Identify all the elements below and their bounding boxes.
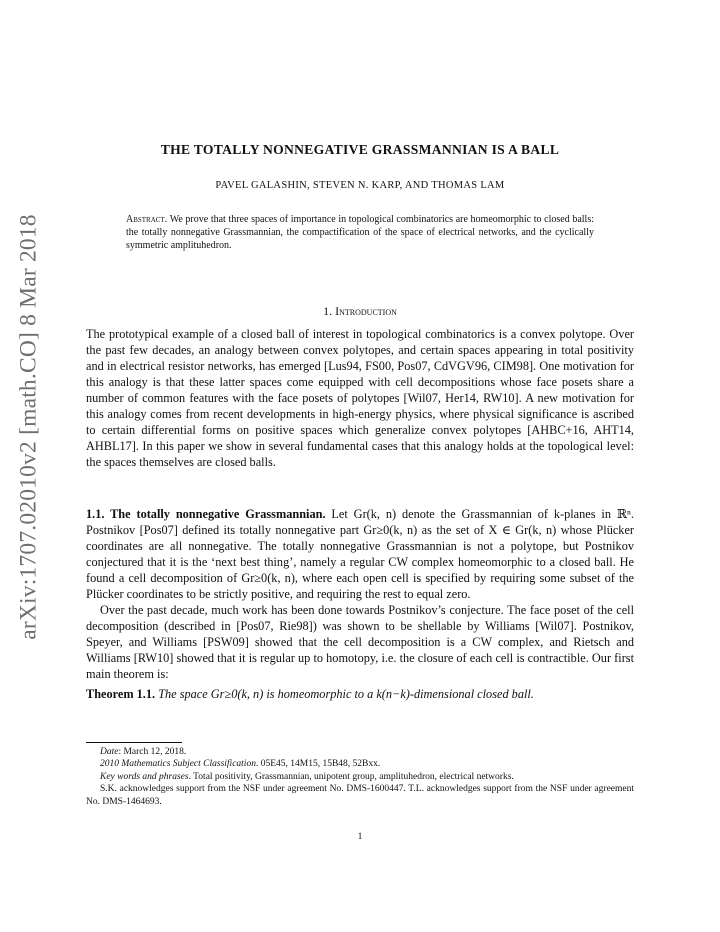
footnote-date-text: : March 12, 2018. xyxy=(118,747,187,757)
footnote-msc xyxy=(86,758,634,770)
subsection-paragraph xyxy=(86,506,634,602)
footnote-keywords xyxy=(86,771,634,783)
intro-paragraph: The prototypical example of a closed ball of interest in topological combinatorics is a convex polytope. Over the past few decades, an analogy between convex polytopes, and certain spaces appearing in total positivity and in electrical resistor networks, has emerged [Lus94, FS00, Pos07, CdVGV96, CIM98]. One motivation for this analogy is that these latter spaces come equipped with cell decompositions whose face posets share a number of common features with the face posets of polytopes [Wil07, Her14, RW10]. A new motivation for this analogy comes from recent developments in high-energy physics, where physical significance is ascribed to certain differential forms on positive spaces which generalize convex polytopes [AHBC+16, AHT14, AHBL17]. In this paper we show in several fundamental cases that this analogy holds at the topological level: the spaces themselves are closed balls. xyxy=(86,327,634,469)
theorem-label: Theorem 1.1. xyxy=(86,687,156,701)
theorem xyxy=(86,686,634,702)
section-number: 1. xyxy=(323,304,333,318)
theorem-statement: The space Gr≥0(k, n) is homeomorphic to a k(n−k)-dimensional closed ball. xyxy=(158,687,534,701)
footnote-rule xyxy=(86,742,182,743)
footnote-date xyxy=(86,746,634,758)
paper-title: THE TOTALLY NONNEGATIVE GRASSMANNIAN IS A BALL xyxy=(160,142,560,157)
abstract-text: We prove that three spaces of importance in topological combinatorics are homeomorphic to closed balls: the totally nonnegative Grassmannian, the compactification of the space of electrical networks, and the cyclically symmetric amplituhedron. xyxy=(126,214,594,251)
footnote-acknowledgment: S.K. acknowledges support from the NSF under agreement No. DMS-1600447. T.L. acknowledges support from the NSF under agreement No. DMS-1464693. xyxy=(86,784,634,807)
abstract-label: Abstract. xyxy=(126,214,168,225)
footnote-keywords-text: . Total positivity, Grassmannian, unipotent group, amplituhedron, electrical networks. xyxy=(188,771,514,782)
footnotes xyxy=(86,746,634,808)
footnote-msc-label: 2010 Mathematics Subject Classification xyxy=(100,759,256,770)
section-heading xyxy=(86,304,634,319)
page-number: 1 xyxy=(357,832,363,842)
abstract xyxy=(126,213,594,252)
history-paragraph: Over the past decade, much work has been done towards Postnikov’s conjecture. The face poset of the cell decomposition (described in [Pos07, Rie98]) was shown to be shellable by Williams [Wil07]. Postnikov, Speyer, and Williams [PSW09] showed that the cell decomposition is a CW complex, and Rietsch and Williams [RW10] showed that it is regular up to homotopy, i.e. the closure of each cell is contractible. Our first main theorem is: xyxy=(86,603,634,681)
subsection-block xyxy=(86,506,634,682)
arxiv-identifier: arXiv:1707.02010v2 [math.CO] 8 Mar 2018 xyxy=(15,214,42,640)
subsection-heading: 1.1. The totally nonnegative Grassmannian. xyxy=(86,507,326,521)
footnote-msc-text: . 05E45, 14M15, 15B48, 52Bxx. xyxy=(255,759,381,770)
footnote-date-label: Date xyxy=(100,747,119,757)
theorem-block xyxy=(86,686,634,702)
subsection-text: Let Gr(k, n) denote the Grassmannian of k-planes in ℝⁿ. Postnikov [Pos07] defined its totally nonnegative part Gr≥0(k, n) as the set of X ∈ Gr(k, n) whose Plücker coordinates are all nonnegative. The totally nonnegative Grassmannian is not a polytope, but Postnikov conjectured that it is the ‘next best thing’, namely a regular CW complex homeomorphic to a closed ball. He found a cell decomposition of Gr≥0(k, n), where each open cell is specified by requiring some subset of the Plücker coordinates to be strictly positive, and requiring the rest to equal zero. xyxy=(86,507,635,601)
section-title: Introduction xyxy=(335,304,397,318)
intro-block xyxy=(86,326,634,470)
arxiv-sidebar xyxy=(12,212,46,642)
footnote-keywords-label: Key words and phrases xyxy=(100,771,189,782)
author-list: PAVEL GALASHIN, STEVEN N. KARP, AND THOMAS LAM xyxy=(215,180,505,191)
